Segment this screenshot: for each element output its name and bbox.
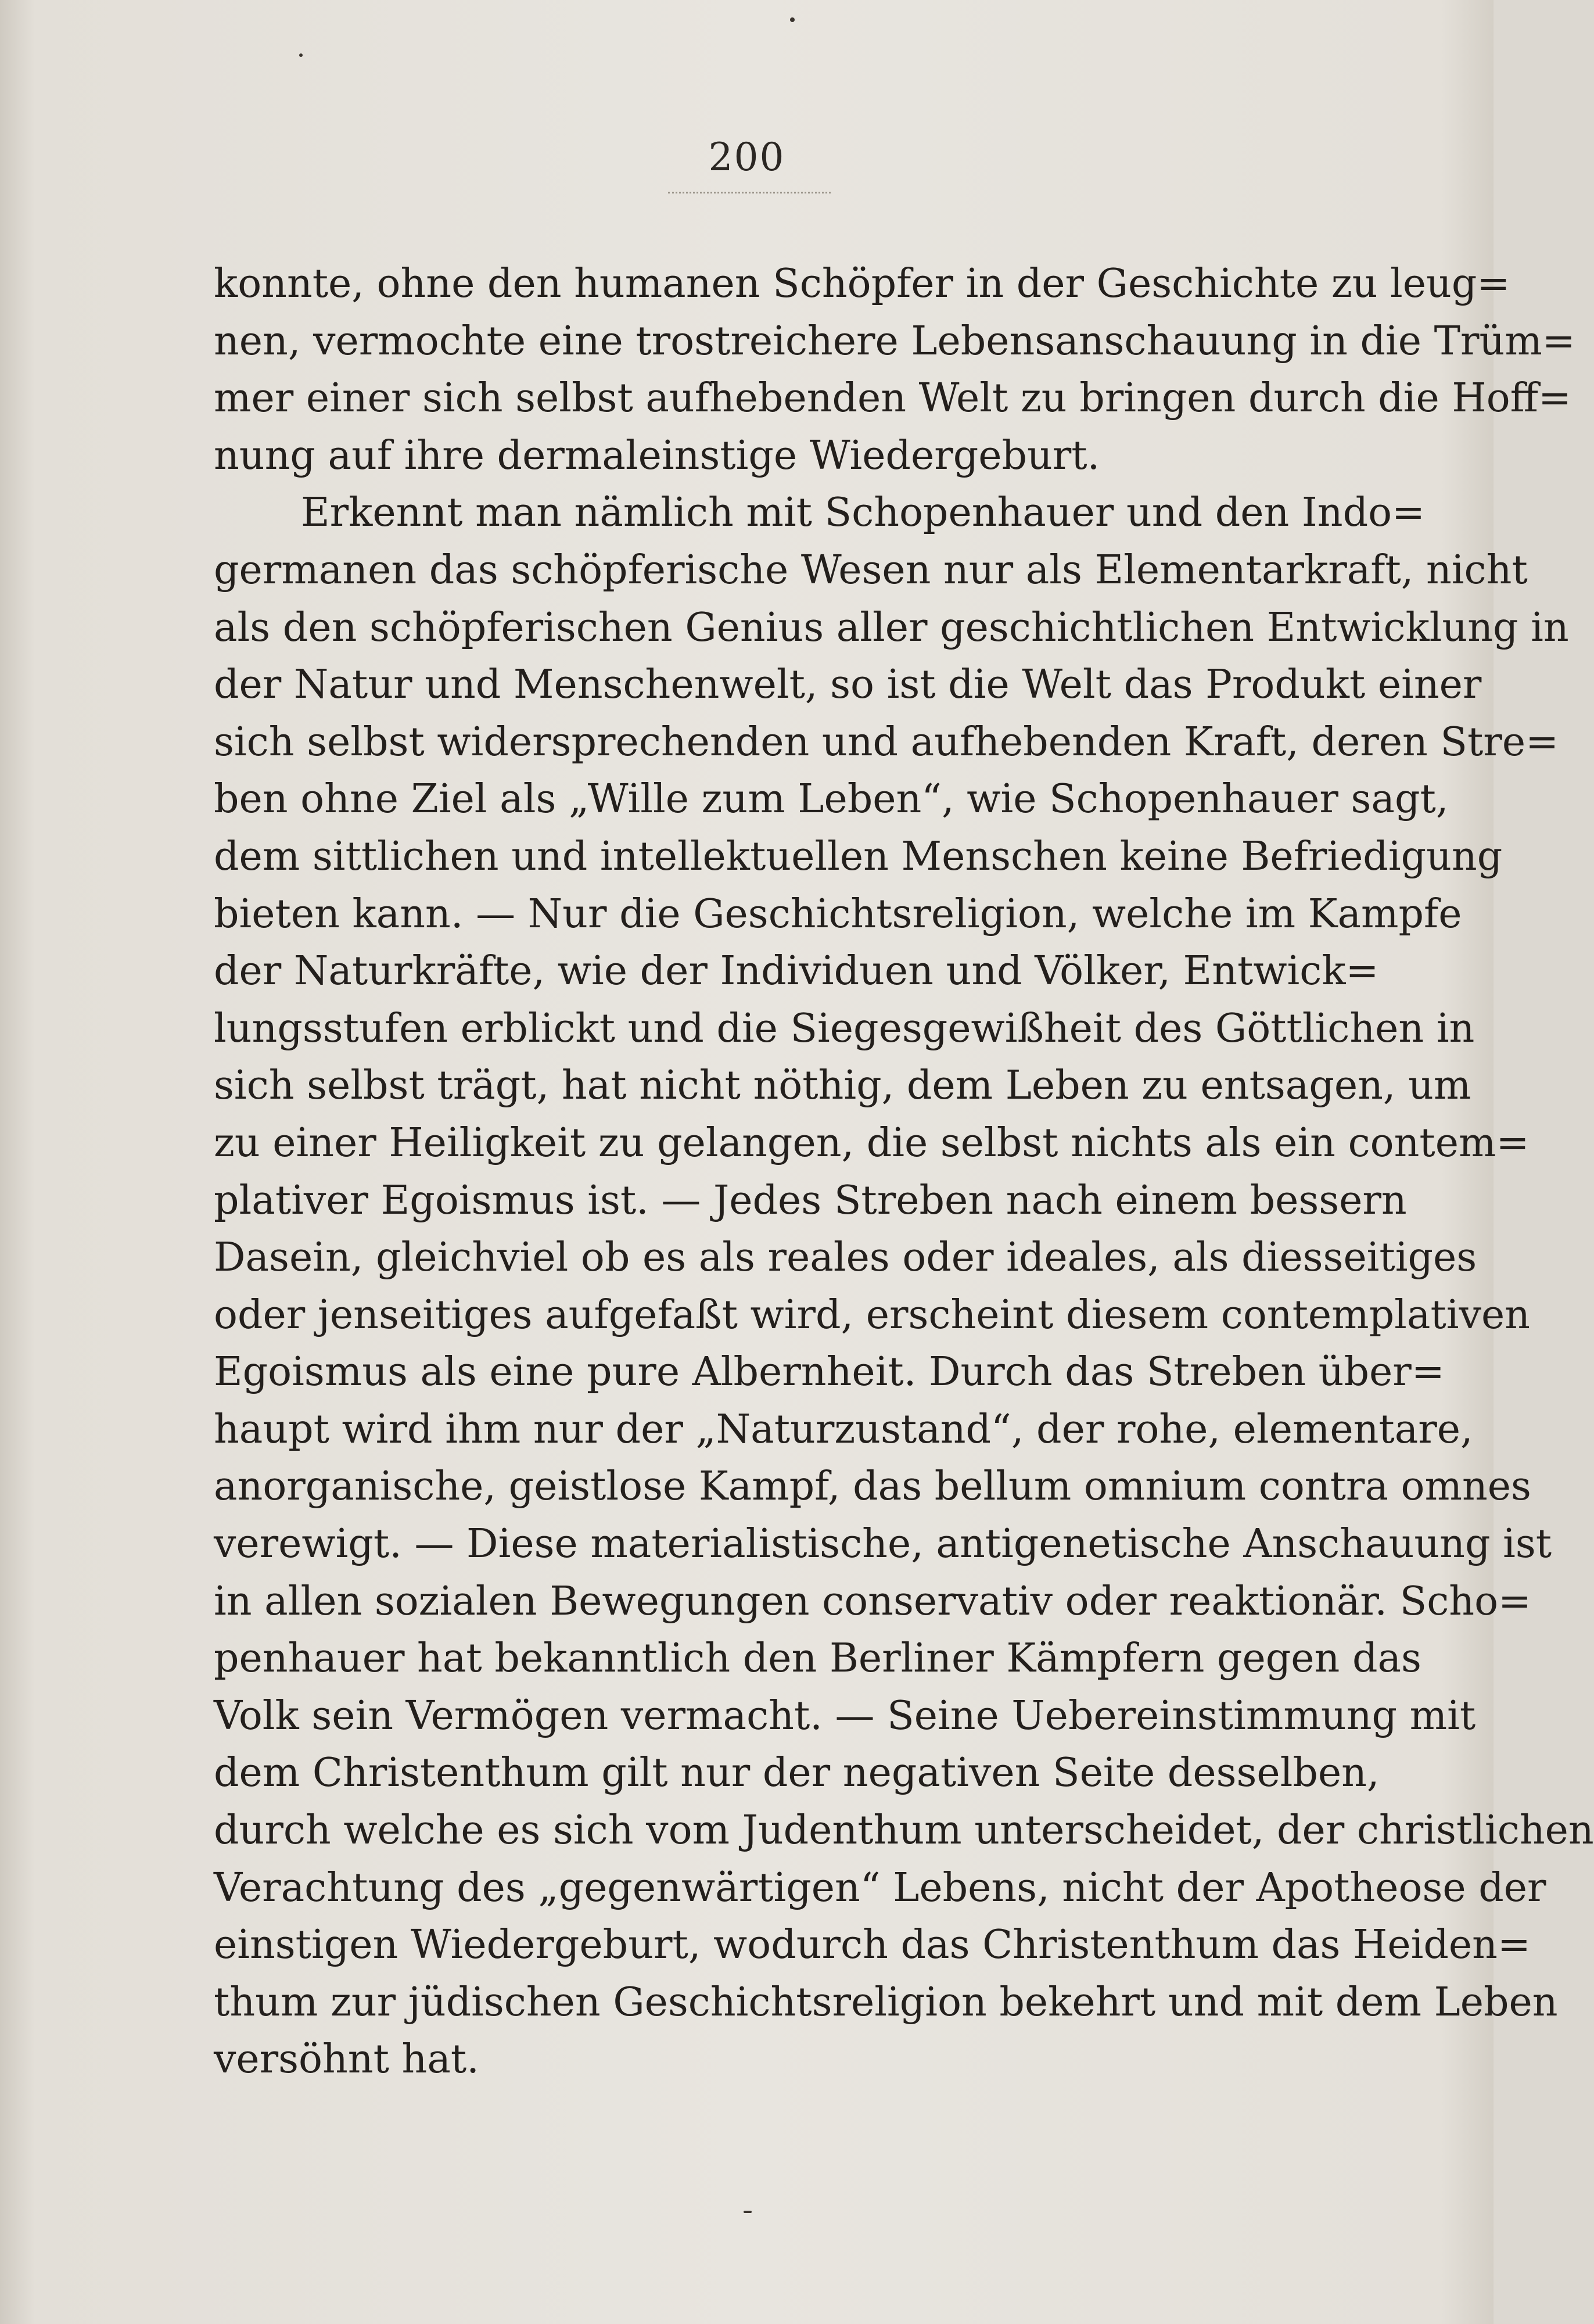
text-line: plativer Egoismus ist. — Jedes Streben nach einem bessern — [214, 1177, 1407, 1224]
header-rule — [668, 192, 831, 195]
text-line: mer einer sich selbst aufhebenden Welt zu bringen durch die Hoff= — [214, 375, 1571, 422]
text-line: haupt wird ihm nur der „Naturzustand“, der rohe, elementare, — [214, 1406, 1473, 1452]
text-line: anorganische, geistlose Kampf, das bellum omnium contra omnes — [214, 1464, 1531, 1510]
text-line: bieten kann. — Nur die Geschichtsreligion, welche im Kampfe — [214, 891, 1462, 937]
text-line: ben ohne Ziel als „Wille zum Leben“, wie Schopenhauer sagt, — [214, 776, 1449, 823]
text-line: Egoismus als eine pure Albernheit. Durch das Streben über= — [214, 1349, 1445, 1396]
text-line: der Naturkräfte, wie der Individuen und Völker, Entwick= — [214, 948, 1379, 995]
text-line: nen, vermochte eine trostreichere Lebensanschauung in die Trüm= — [214, 318, 1575, 364]
text-line: einstigen Wiedergeburt, wodurch das Christenthum das Heiden= — [214, 1922, 1531, 1968]
text-line: zu einer Heiligkeit zu gelangen, die selbst nichts als ein contem= — [214, 1120, 1530, 1166]
body-text — [214, 256, 1594, 2089]
ink-speck — [299, 53, 303, 57]
page-number: 200 — [708, 135, 785, 180]
text-line: thum zur jüdischen Geschichtsreligion bekehrt und mit dem Leben — [214, 1979, 1558, 2025]
text-line: oder jenseitiges aufgefaßt wird, erscheint diesem contemplativen — [214, 1292, 1530, 1338]
text-line: Verachtung des „gegenwärtigen“ Lebens, nicht der Apotheose der — [214, 1864, 1546, 1911]
text-line: durch welche es sich vom Judenthum unterscheidet, der christlichen — [214, 1807, 1594, 1854]
text-line: der Natur und Menschenwelt, so ist die Welt das Produkt einer — [214, 662, 1482, 708]
text-line: Erkennt man nämlich mit Schopenhauer und den Indo= — [301, 490, 1426, 536]
ink-speck — [744, 2211, 752, 2213]
text-line: versöhnt hat. — [214, 2036, 479, 2083]
ink-speck — [790, 17, 795, 22]
text-line: als den schöpferischen Genius aller geschichtlichen Entwicklung in — [214, 604, 1569, 651]
text-line: penhauer hat bekanntlich den Berliner Kämpfern gegen das — [214, 1636, 1421, 1682]
text-line: sich selbst widersprechenden und aufhebenden Kraft, deren Stre= — [214, 719, 1559, 765]
text-line: lungsstufen erblickt und die Siegesgewißheit des Göttlichen in — [214, 1005, 1475, 1052]
text-line: in allen sozialen Bewegungen conservativ oder reaktionär. Scho= — [214, 1578, 1532, 1624]
text-line: konnte, ohne den humanen Schöpfer in der Geschichte zu leug= — [214, 261, 1510, 307]
text-line: nung auf ihre dermaleinstige Wiedergeburt. — [214, 432, 1100, 479]
text-line: germanen das schöpferische Wesen nur als Elementarkraft, nicht — [214, 547, 1528, 593]
text-line: dem Christenthum gilt nur der negativen Seite desselben, — [214, 1750, 1380, 1796]
text-line: sich selbst trägt, hat nicht nöthig, dem Leben zu entsagen, um — [214, 1063, 1471, 1109]
text-line: dem sittlichen und intellektuellen Menschen keine Befriedigung — [214, 833, 1503, 880]
text-line: verewigt. — Diese materialistische, antigenetische Anschauung ist — [214, 1521, 1552, 1568]
text-line: Volk sein Vermögen vermacht. — Seine Uebereinstimmung mit — [214, 1692, 1476, 1739]
text-line: Dasein, gleichviel ob es als reales oder ideales, als diesseitiges — [214, 1235, 1477, 1281]
